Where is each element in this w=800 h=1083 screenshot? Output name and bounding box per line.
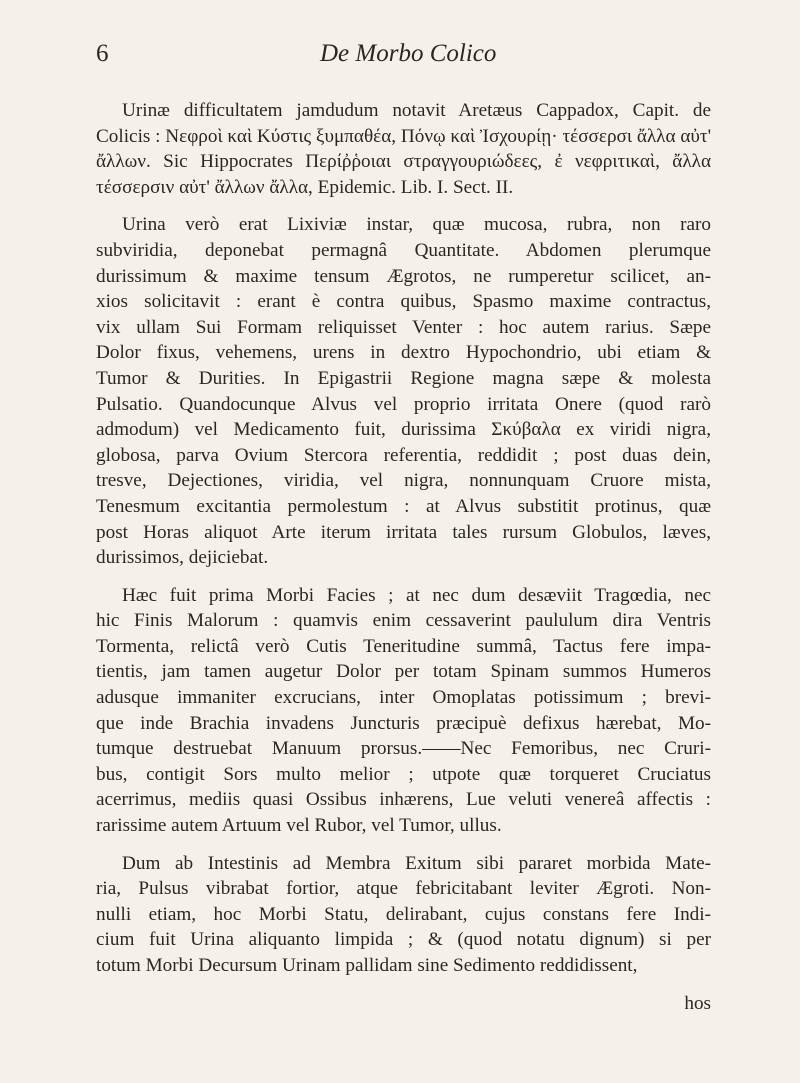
text-line: tientis, jam tamen augetur Dolor per totam Spinam summos Humeros	[96, 661, 711, 683]
page-header	[96, 40, 711, 74]
text-line: acerrimus, mediis quasi Ossibus inhærens, Lue veluti venereâ affectis :	[96, 789, 711, 811]
text-line: nulli etiam, hoc Morbi Statu, delirabant, cujus constans fere Indi-	[96, 903, 711, 925]
text-line: Pulsatio. Quandocunque Alvus vel proprio irritata Onere (quod rarò	[96, 393, 711, 415]
text-line: Hæc fuit prima Morbi Facies ; at nec dum desæviit Tragœdia, nec	[122, 584, 711, 606]
text-line: vix ullam Sui Formam reliquisset Venter : hoc autem rarius. Sæpe	[96, 316, 711, 338]
text-line: Urinæ difficultatem jamdudum notavit Aretæus Cappadox, Capit. de	[122, 100, 711, 121]
text-line: globosa, parva Ovium Stercora referentia, reddidit ; post duas dein,	[96, 444, 711, 466]
page-number: 6	[96, 40, 109, 67]
paragraph	[96, 98, 711, 200]
text-line: xios solicitavit : erant è contra quibus, Spasmo maxime contractus,	[96, 291, 711, 313]
text-line: rarissime autem Artuum vel Rubor, vel Tumor, ullus.	[96, 815, 502, 837]
running-title: De Morbo Colico	[320, 40, 497, 67]
text-line: Colicis : Νεφροὶ καὶ Κύστις ξυμπαθέα, Πόνῳ καὶ Ἰσχουρίῃ· τέσσερσι ἄλλα αὐτ'	[96, 125, 712, 147]
paragraph	[96, 583, 711, 839]
text-line: adusque immaniter excrucians, inter Omoplatas potissimum ; brevi-	[96, 687, 711, 709]
text-line: Tormenta, relictâ verò Cutis Teneritudine summâ, Tactus fere impa-	[96, 635, 711, 657]
text-line: post Horas aliquot Arte iterum irritata tales rursum Globulos, læves,	[96, 521, 711, 543]
paragraph	[96, 212, 711, 570]
text-line: admodum) vel Medicamento fuit, durissima Σκύβαλα ex viridi nigra,	[96, 419, 711, 441]
text-line: ria, Pulsus vibrabat fortior, atque febricitabant leviter Ægroti. Non-	[96, 878, 711, 900]
text-line: Dum ab Intestinis ad Membra Exitum sibi pararet morbida Mate-	[122, 852, 711, 874]
text-line: ἄλλων. Sic Hippocrates Περίῤῥοιαι στραγγουριώδεες, ἐ νεφριτικαὶ, ἄλλα	[96, 151, 711, 173]
text-line: bus, contigit Sors multo melior ; utpote quæ torqueret Cruciatus	[96, 763, 711, 785]
page-body	[96, 98, 711, 1016]
paragraph	[96, 851, 711, 979]
text-line: que inde Brachia invadens Juncturis præcipuè defixus hærebat, Mo-	[96, 712, 711, 734]
text-line: cium fuit Urina aliquanto limpida ; & (quod notatu dignum) si per	[96, 929, 711, 951]
text-line: durissimum & maxime tensum Ægrotos, ne rumperetur scilicet, an-	[96, 265, 711, 287]
catchword: hos	[684, 992, 711, 1014]
text-line: durissimos, dejiciebat.	[96, 547, 269, 569]
text-line: subviridia, deponebat permagnâ Quantitate. Abdomen plerumque	[96, 239, 711, 261]
text-line: Tenesmum excitantia permolestum : at Alvus substitit protinus, quæ	[96, 495, 711, 517]
text-line: Urina verò erat Lixiviæ instar, quæ mucosa, rubra, non raro	[122, 214, 711, 236]
text-line: hic Finis Malorum : quamvis enim cessaverint paululum dira Ventris	[96, 610, 711, 632]
text-line: Tumor & Durities. In Epigastrii Regione magna sæpe & molesta	[96, 367, 711, 389]
text-line: τέσσερσιν αὐτ' ἄλλων ἄλλα, Epidemic. Lib. I. Sect. II.	[96, 176, 514, 198]
text-line: tumque destruebat Manuum prorsus.——Nec Femoribus, nec Cruri-	[96, 738, 711, 760]
text-line: totum Morbi Decursum Urinam pallidam sine Sedimento reddidissent,	[96, 955, 638, 976]
text-line: tresve, Dejectiones, viridia, vel nigra, nonnunquam Cruore mista,	[96, 470, 711, 492]
text-line: Dolor fixus, vehemens, urens in dextro Hypochondrio, ubi etiam &	[96, 342, 711, 364]
